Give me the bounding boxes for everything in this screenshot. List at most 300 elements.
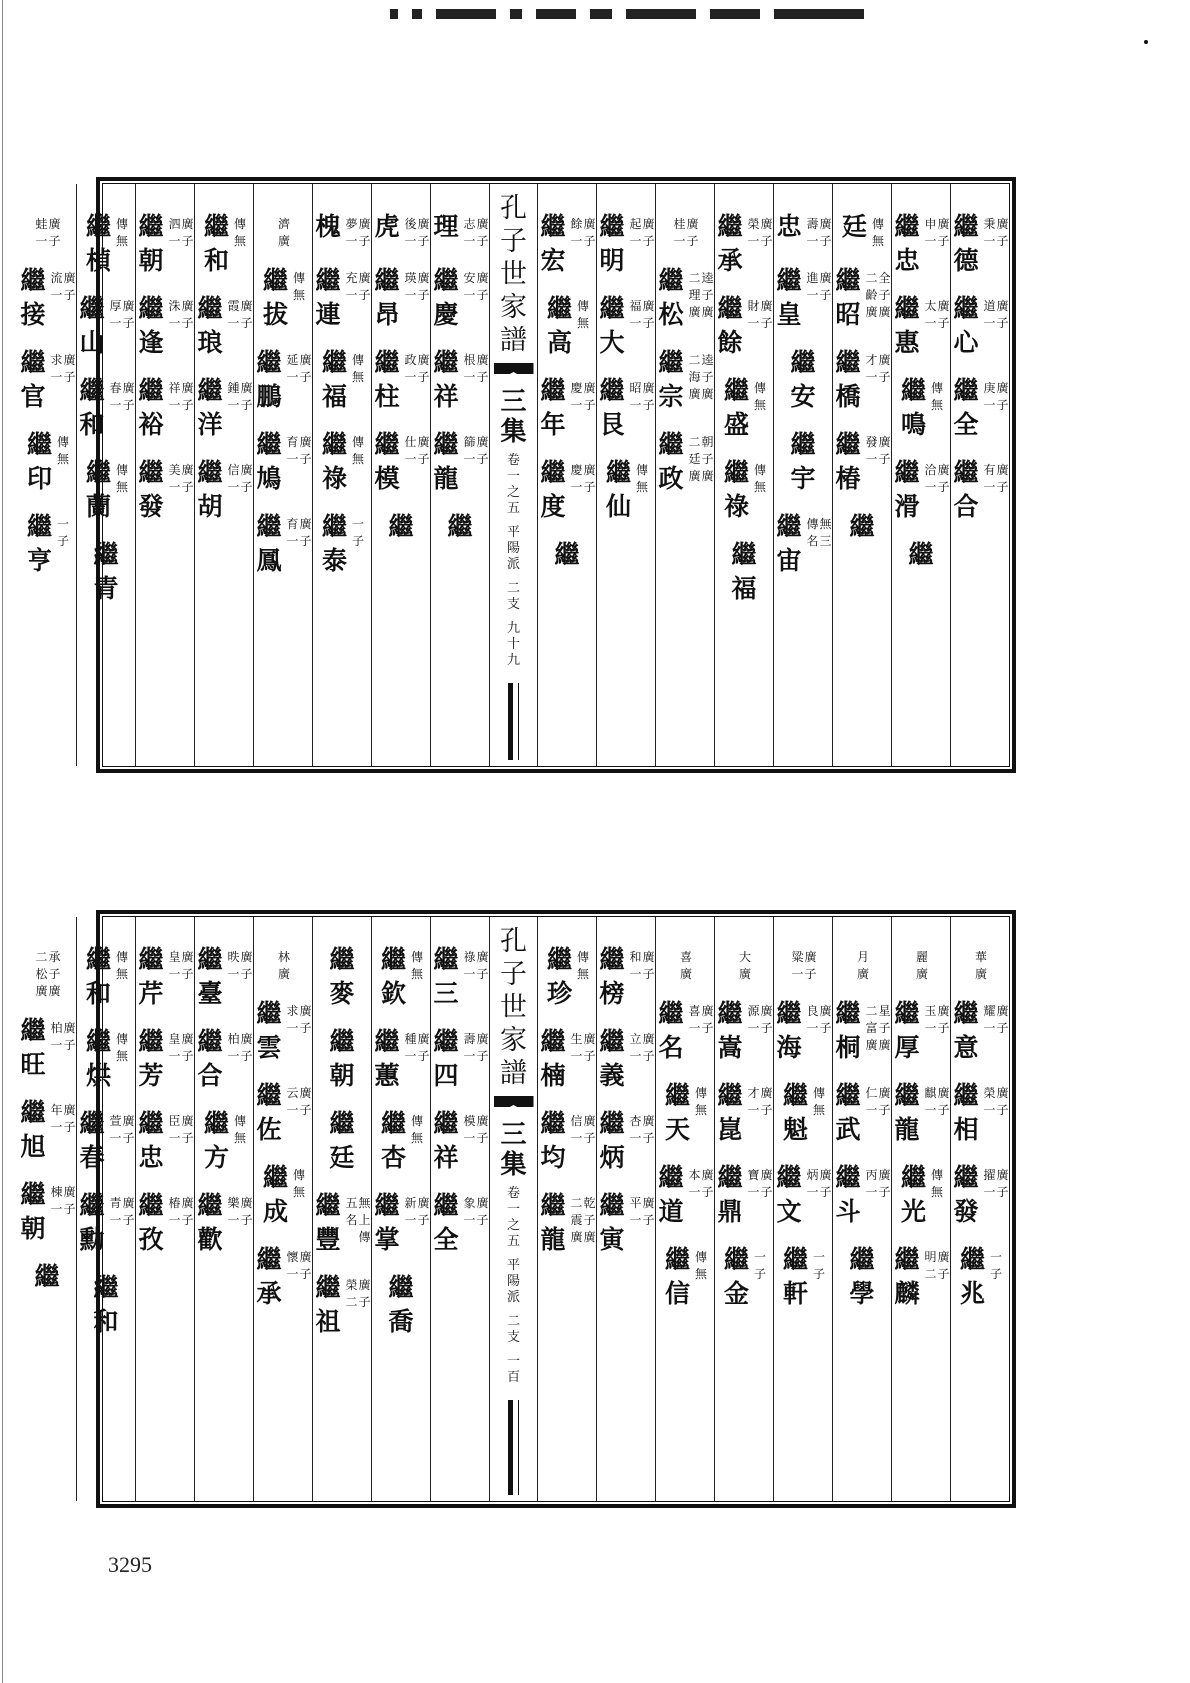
glyph: 無: [351, 452, 364, 466]
genealogy-entry: [136, 1107, 194, 1175]
annotation: [754, 1243, 767, 1283]
genealogy-entry: [781, 1243, 826, 1311]
annotation: [813, 1079, 826, 1119]
glyph: 繼: [138, 458, 164, 487]
glyph: 九: [506, 621, 520, 636]
genealogy-entry: [136, 374, 194, 442]
glyph: 子: [63, 1202, 76, 1216]
glyph: 志: [463, 217, 476, 231]
glyph: 發: [865, 435, 878, 449]
genealogy-entry: [379, 1107, 424, 1175]
annotation-line: [116, 216, 129, 250]
genealogy-entry: [261, 1161, 306, 1229]
glyph: 一: [570, 234, 583, 248]
annotation-line: [181, 949, 194, 983]
genealogy-entry: [445, 510, 475, 544]
glyph: 子: [996, 234, 1009, 248]
glyph: 子: [299, 1021, 312, 1035]
person-name: [195, 456, 225, 524]
glyph: 百: [506, 1370, 520, 1385]
annotation: [168, 1025, 194, 1065]
annotation-line: [168, 1195, 181, 1229]
genealogy-entry: [136, 1189, 194, 1257]
genealogy-entry: [671, 210, 699, 250]
annotation: [688, 1161, 714, 1201]
glyph: 子: [417, 370, 430, 384]
glyph: 旺: [20, 1050, 46, 1079]
glyph: 子: [417, 452, 430, 466]
person-name: [833, 264, 863, 332]
genealogy-entry: [538, 210, 596, 278]
glyph: 無: [930, 398, 943, 412]
glyph: 繼: [953, 212, 979, 241]
glyph: 一: [983, 234, 996, 248]
glyph: 金: [723, 1279, 749, 1308]
annotation: [806, 210, 832, 250]
annotation-line: [358, 216, 371, 250]
annotation-line: [240, 462, 253, 496]
glyph: 繼: [388, 512, 414, 541]
glyph: 發: [138, 492, 164, 521]
glyph: 洽: [924, 463, 937, 477]
glyph: 廣: [299, 1250, 312, 1264]
person-name: [32, 1260, 62, 1294]
glyph: 廣: [63, 1103, 76, 1117]
annotation: [629, 210, 655, 250]
glyph: 繼: [599, 212, 625, 241]
glyph: 子: [299, 1267, 312, 1281]
glyph: 有: [983, 463, 996, 477]
glyph: 繼: [380, 945, 406, 974]
glyph: 二: [688, 435, 701, 449]
annotation-line: [476, 1031, 489, 1065]
annotation: [990, 1243, 1003, 1283]
glyph: 繼: [26, 430, 52, 459]
glyph: 繼: [85, 458, 111, 487]
glyph: 繼: [388, 1273, 414, 1302]
glyph: 繼: [605, 458, 631, 487]
glyph: 繼: [900, 376, 926, 405]
glyph: 一: [570, 398, 583, 412]
annotation: [411, 943, 424, 983]
glyph: 繼: [256, 1245, 282, 1274]
glyph: 道: [658, 1197, 684, 1226]
glyph: 一: [688, 1021, 701, 1035]
annotation-line: [417, 270, 430, 304]
glyph: 意: [953, 1033, 979, 1062]
annotation-line: [878, 1085, 891, 1119]
scan-artifact-top: [390, 8, 950, 20]
person-name: [379, 943, 409, 1011]
annotation-line: [50, 352, 63, 386]
annotation-line: [570, 1031, 583, 1065]
annotation: [50, 264, 76, 304]
annotation-line: [463, 434, 476, 468]
glyph: 信: [227, 463, 240, 477]
annotation-line: [975, 949, 988, 983]
glyph: 宇: [790, 464, 816, 493]
glyph: 子: [583, 398, 596, 412]
genealogy-entry: [663, 1243, 708, 1311]
annotation-line: [234, 1113, 247, 1147]
genealogy-entry: [77, 292, 135, 360]
annotation-line: [577, 949, 590, 983]
annotation-line: [286, 434, 299, 468]
glyph: 廣: [181, 1196, 194, 1210]
glyph: 一: [983, 1021, 996, 1035]
annotation-line: [168, 216, 181, 250]
glyph: 芹: [138, 979, 164, 1008]
annotation-line: [286, 352, 299, 386]
glyph: 臣: [168, 1114, 181, 1128]
glyph: 傳: [115, 1032, 128, 1046]
person-name: [386, 1271, 416, 1339]
annotation-line: [990, 1249, 1003, 1283]
annotation: [227, 374, 253, 414]
glyph: 子: [56, 534, 69, 548]
person-name: [136, 1025, 166, 1093]
genealogy-entry: [715, 1079, 773, 1147]
glyph: 繼: [776, 512, 802, 541]
center-fold-label: [489, 917, 537, 1501]
annotation: [931, 374, 944, 414]
genealogy-entry: [261, 264, 306, 332]
genealogy-entry: [656, 346, 714, 414]
person-name: [833, 346, 863, 414]
glyph: 繼: [540, 458, 566, 487]
fold-bar: [508, 683, 519, 760]
glyph: 卷: [506, 453, 520, 468]
person-name: [25, 428, 55, 496]
glyph: 繼: [894, 458, 920, 487]
glyph: 魁: [782, 1115, 808, 1144]
glyph: 大: [599, 328, 625, 357]
glyph: 度: [540, 492, 566, 521]
genealogy-entry: [25, 510, 70, 578]
annotation-line: [688, 1003, 701, 1037]
annotation-line: [629, 949, 642, 983]
glyph: 子: [476, 234, 489, 248]
glyph: 廣: [417, 271, 430, 285]
glyph: 子: [583, 1049, 596, 1063]
annotation-line: [404, 434, 417, 468]
glyph: 廣: [804, 950, 817, 964]
glyph: 三: [819, 534, 832, 548]
annotation-line: [916, 949, 929, 983]
glyph: 子: [760, 1021, 773, 1035]
annotation-line: [878, 270, 891, 321]
genealogy-entry: [431, 1189, 489, 1257]
glyph: 子: [996, 316, 1009, 330]
glyph: 廣: [181, 299, 194, 313]
glyph: 承: [256, 1279, 282, 1308]
glyph: 二: [865, 1004, 878, 1018]
annotation-line: [63, 352, 76, 386]
person-name: [195, 292, 225, 360]
annotation-line: [924, 462, 937, 496]
glyph: 榮: [345, 1278, 358, 1292]
annotation: [411, 1107, 424, 1147]
genealogy-entry: [774, 210, 832, 250]
glyph: 繼: [723, 1245, 749, 1274]
glyph: 子: [878, 452, 891, 466]
genealogy-entry: [656, 997, 714, 1065]
annotation-line: [570, 462, 583, 496]
glyph: 繼: [79, 1191, 105, 1220]
glyph: 一: [924, 316, 937, 330]
annotation-line: [358, 270, 371, 304]
glyph: 繼: [723, 458, 749, 487]
person-name: [951, 1161, 981, 1229]
genealogy-column: [832, 917, 891, 1501]
glyph: 廣: [915, 967, 928, 981]
person-name: [597, 374, 627, 442]
annotation-line: [227, 1195, 240, 1229]
annotation-line: [570, 380, 583, 414]
annotation-line: [806, 270, 819, 304]
glyph: 子: [181, 1049, 194, 1063]
glyph: 子: [181, 1213, 194, 1227]
glyph: 子: [937, 480, 950, 494]
annotation-line: [109, 298, 122, 332]
glyph: 廣: [122, 381, 135, 395]
annotation-line: [865, 434, 878, 468]
glyph: 慶: [570, 463, 583, 477]
annotation-line: [878, 434, 891, 468]
annotation-line: [181, 1031, 194, 1065]
glyph: 一: [227, 967, 240, 981]
glyph: 春: [79, 1143, 105, 1172]
glyph: 一: [865, 452, 878, 466]
annotation-line: [181, 1195, 194, 1229]
glyph: 耀: [983, 1004, 996, 1018]
annotation-line: [747, 216, 760, 250]
glyph: 繼: [776, 266, 802, 295]
annotation-line: [35, 216, 48, 250]
genealogy-entry: [313, 1271, 371, 1339]
glyph: 子: [701, 1185, 714, 1199]
genealogy-entry: [386, 1271, 416, 1339]
glyph: 一: [286, 534, 299, 548]
glyph: 一: [924, 234, 937, 248]
glyph: 朝: [138, 246, 164, 275]
annotation-line: [570, 1195, 583, 1246]
glyph: 一: [924, 480, 937, 494]
person-name: [715, 1161, 745, 1229]
glyph: 廣: [583, 1230, 596, 1244]
annotation-line: [695, 1249, 708, 1283]
glyph: 一: [570, 1049, 583, 1063]
glyph: 琅: [197, 328, 223, 357]
annotation-line: [234, 216, 247, 250]
glyph: 繼: [658, 999, 684, 1028]
glyph: 廣: [476, 271, 489, 285]
person-name: [372, 264, 402, 332]
genealogy-entry: [195, 456, 253, 524]
glyph: 無: [576, 967, 589, 981]
genealogy-column: [371, 917, 430, 1501]
person-name: [320, 510, 350, 578]
annotation-line: [299, 1249, 312, 1283]
annotation: [234, 1107, 247, 1147]
glyph: 繼: [79, 294, 105, 323]
glyph: 無: [115, 1049, 128, 1063]
glyph: 廣: [760, 217, 773, 231]
annotation-line: [865, 1167, 878, 1201]
genealogy-entry: [847, 1243, 877, 1311]
glyph: 子: [500, 226, 527, 257]
person-name: [906, 538, 936, 572]
annotation-line: [931, 380, 944, 414]
glyph: 廣: [277, 967, 290, 981]
genealogy-column: [655, 917, 714, 1501]
annotation-line: [345, 216, 358, 250]
glyph: 龍: [433, 464, 459, 493]
glyph: 海: [688, 370, 701, 384]
annotation: [227, 943, 253, 983]
glyph: 厚: [109, 299, 122, 313]
annotation: [916, 943, 929, 983]
genealogy-entry: [254, 346, 312, 414]
genealogy-sheet-100: [20, 910, 1016, 1508]
person-name: [136, 292, 166, 360]
annotation: [227, 292, 253, 332]
genealogy-entry: [737, 943, 752, 983]
person-name: [18, 346, 48, 414]
glyph: 廣: [701, 1004, 714, 1018]
genealogy-entry: [597, 374, 655, 442]
annotation-line: [286, 1085, 299, 1119]
annotation-line: [404, 216, 417, 250]
annotation-line: [417, 1031, 430, 1065]
glyph: 廣: [642, 1114, 655, 1128]
annotation-line: [476, 1195, 489, 1229]
glyph: 相: [953, 1115, 979, 1144]
glyph: 一: [286, 1103, 299, 1117]
glyph: 繼: [900, 1163, 926, 1192]
genealogy-entry: [597, 292, 655, 360]
annotation-line: [924, 1003, 937, 1037]
genealogy-column: [950, 917, 1009, 1501]
glyph: 繼: [835, 348, 861, 377]
annotation-line: [583, 1195, 596, 1246]
glyph: 仕: [404, 435, 417, 449]
glyph: 逵: [701, 353, 714, 367]
glyph: 信: [664, 1279, 690, 1308]
glyph: 一: [404, 288, 417, 302]
genealogy-entry: [320, 428, 365, 496]
glyph: 祿: [321, 464, 347, 493]
glyph: 子: [878, 1021, 891, 1035]
annotation-line: [754, 1249, 767, 1283]
glyph: 宙: [776, 546, 802, 575]
glyph: 道: [983, 299, 996, 313]
annotation: [463, 943, 489, 983]
glyph: 繼: [953, 294, 979, 323]
annotation-line: [463, 1195, 476, 1229]
glyph: 仁: [865, 1086, 878, 1100]
glyph: 子: [181, 234, 194, 248]
person-name: [18, 1096, 48, 1164]
glyph: 昭: [629, 381, 642, 395]
person-name: [372, 210, 402, 244]
glyph: 繼: [658, 430, 684, 459]
glyph: 義: [599, 1061, 625, 1090]
glyph: 無: [351, 370, 364, 384]
genealogy-entry: [788, 428, 818, 496]
glyph: 松: [35, 967, 48, 981]
glyph: 繼: [197, 376, 223, 405]
glyph: 廣: [417, 1032, 430, 1046]
glyph: 子: [701, 288, 714, 302]
glyph: 廣: [476, 1032, 489, 1046]
glyph: 廣: [583, 381, 596, 395]
annotation: [168, 1189, 194, 1229]
person-name: [538, 1107, 568, 1175]
glyph: 懷: [286, 1250, 299, 1264]
annotation-line: [417, 352, 430, 386]
glyph: 家: [500, 1025, 527, 1056]
person-name: [379, 1107, 409, 1175]
genealogy-entry: [788, 346, 818, 414]
genealogy-entry: [833, 1079, 891, 1147]
genealogy-entry: [774, 997, 832, 1065]
genealogy-entry: [195, 943, 253, 1011]
annotation-line: [813, 1249, 826, 1283]
genealogy-entry: [91, 538, 121, 606]
glyph: 後: [404, 217, 417, 231]
glyph: 繼: [953, 458, 979, 487]
glyph: 傳: [115, 463, 128, 477]
annotation-line: [476, 352, 489, 386]
person-name: [656, 1161, 686, 1229]
annotation-line: [48, 216, 61, 250]
glyph: 廣: [35, 984, 48, 998]
annotation-line: [688, 434, 701, 485]
person-name: [847, 510, 877, 544]
annotation-line: [476, 949, 489, 983]
person-name: [722, 456, 752, 524]
glyph: 繼: [79, 1109, 105, 1138]
glyph: 廣: [878, 1086, 891, 1100]
glyph: 子: [642, 967, 655, 981]
glyph: 廣: [996, 1004, 1009, 1018]
annotation-line: [227, 1031, 240, 1065]
glyph: 廣: [476, 217, 489, 231]
glyph: 一: [168, 316, 181, 330]
glyph: 一: [791, 967, 804, 981]
annotation-line: [806, 1003, 819, 1037]
glyph: 二: [506, 1314, 520, 1329]
annotation: [695, 1079, 708, 1119]
glyph: 子: [240, 1213, 253, 1227]
glyph: 洙: [168, 299, 181, 313]
glyph: 孔: [500, 926, 527, 957]
annotation-line: [857, 949, 870, 983]
glyph: 傳: [930, 381, 943, 395]
person-name: [261, 1161, 291, 1229]
glyph: 一: [629, 316, 642, 330]
glyph: 子: [351, 534, 364, 548]
annotation-line: [642, 1195, 655, 1229]
glyph: 廣: [937, 1086, 950, 1100]
glyph: 譜: [500, 1058, 527, 1089]
annotation: [806, 264, 832, 304]
glyph: 繼: [329, 1109, 355, 1138]
glyph: 繼: [953, 999, 979, 1028]
annotation: [924, 997, 950, 1037]
person-name: [254, 1079, 284, 1147]
